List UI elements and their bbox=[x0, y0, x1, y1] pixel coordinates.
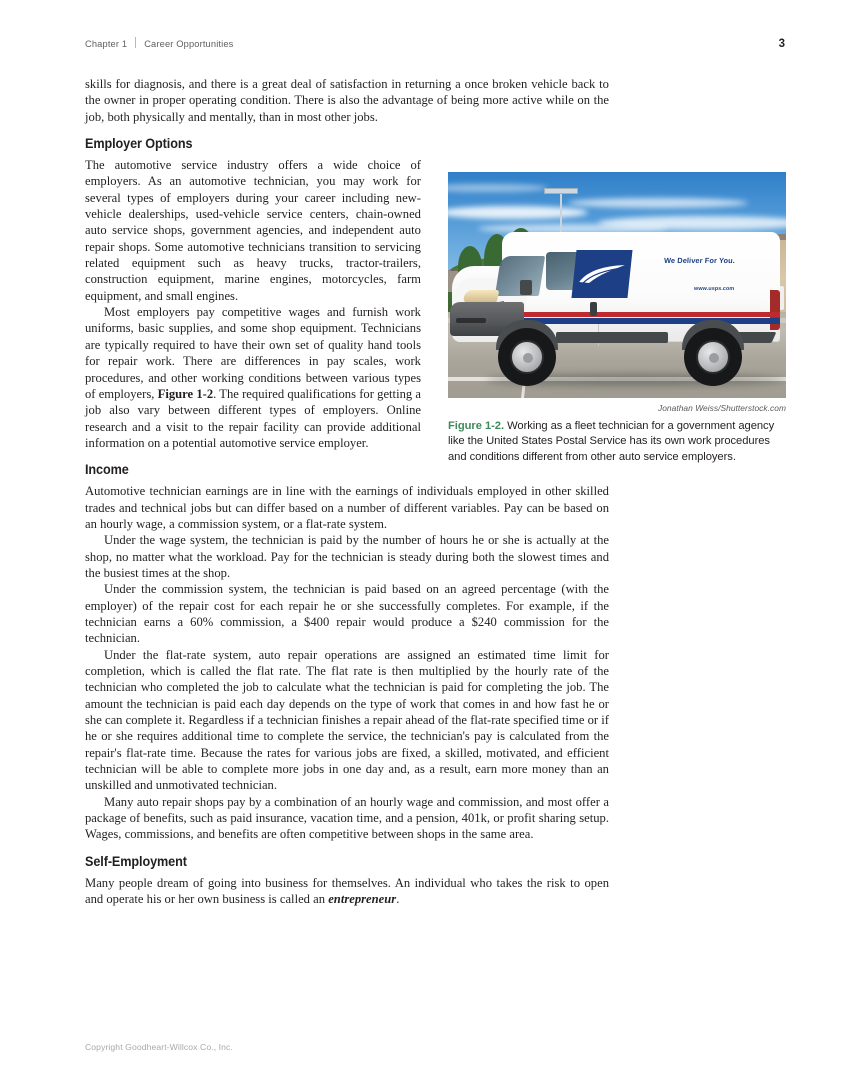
van-url-text: www.usps.com bbox=[693, 286, 735, 292]
paragraph-employer-2-part2: . The required qualifications for getting a job also vary between different types of employers. Online research and a visit to the repair facility can provide additional information on a potential automotive service employer. bbox=[85, 386, 421, 450]
key-term-entrepreneur: entrepreneur bbox=[328, 892, 397, 907]
paragraph-employer-1: The automotive service industry offers a wide choice of employers. As an automotive technician, you may work for several types of employers during your career including new-vehicle dealerships, used-vehicle service centers, chain-owned auto service shops, government agencies, and independent auto repair shops. Some automotive technicians transition to servicing related equipment such as heavy trucks, tractor-trailers, construction equipment, marine engines, motorcycles, farm equipment, and small engines. bbox=[85, 158, 421, 303]
heading-income: Income bbox=[85, 462, 129, 478]
paragraph-income-5: Many auto repair shops pay by a combination of an hourly wage and commission, and most offer a package of benefits, such as paid insurance, vacation time, and a pension, 401k, or profit sharing setup. Wages, commissions, and benefits are often competitive between shops in the same area. bbox=[85, 794, 609, 842]
wheel-hubcap bbox=[696, 340, 730, 374]
figure-caption-text: Working as a fleet technician for a government agency like the United States Postal Service has its own work procedures and conditions different from other auto service employers. bbox=[448, 420, 775, 463]
paragraph-employer-2 bbox=[85, 304, 421, 451]
body-column bbox=[85, 76, 609, 907]
paragraph-self-employment bbox=[85, 875, 609, 908]
paragraph-income-2: Under the wage system, the technician is paid by the number of hours he or she is actually at the shop, no matter what the workload. Pay for the technician is steady during both the slowest times and the busiest times at the shop. bbox=[85, 533, 609, 580]
copyright-footer: Copyright Goodheart-Willcox Co., Inc. bbox=[85, 1042, 233, 1052]
running-head bbox=[85, 36, 785, 52]
paragraph-income-3: Under the commission system, the technician is paid based on an agreed percentage (with the employer) of the repair cost for each repair he or she successfully completes. For example, if the technician earns a 60% commission, a $400 repair would produce a $240 commission for the technician. bbox=[85, 582, 609, 646]
paragraph-self-employment-part1: Many people dream of going into business for themselves. An individual who takes the risk to open and operate his or her own business is called an bbox=[85, 875, 609, 907]
heading-employer-options: Employer Options bbox=[85, 136, 193, 152]
figure-reference: Figure 1-2 bbox=[157, 386, 214, 401]
running-head-chapter: Chapter 1 bbox=[85, 39, 128, 49]
paragraph-income-1: Automotive technician earnings are in line with the earnings of individuals employed in other skilled trades and technical jobs but can differ based on a number of different variables. Pay can be based on an hourly wage, a commission system, or a flat-rate system. bbox=[85, 484, 609, 531]
paragraph-employer-2-part1: Most employers pay competitive wages and furnish work uniforms, basic supplies, and some shop equipment. Technicians are typically required to have their own set of quality hand tools for repair work. There are differences in pay scales, work procedures, and other working conditions between various types of employers, bbox=[85, 305, 421, 401]
paragraph-income-4: Under the flat-rate system, auto repair operations are assigned an estimated time limit for completion, which is called the flat rate. The flat rate is then multiplied by the hourly rate of the technician who completed the job to calculate what the technician is paid for completing the job. The amount the technician is paid each day depends on the type of work that comes in and how fast he or she can complete it. Regardless if a technician finishes a repair ahead of the flat-rate specified time or if he or she requires additional time to complete the service, the technician's pay is calculated from the repair's flat-rate time. Because the rates for various jobs are fixed, a skilled, motivated, and efficient technician will be able to complete more jobs in one day and, as a result, earn more money than an unskilled and unmotivated technician. bbox=[85, 647, 609, 793]
van-rear-edge bbox=[770, 290, 780, 330]
running-head-divider bbox=[135, 37, 136, 48]
page-number: 3 bbox=[778, 38, 785, 50]
figure-caption-label: Figure 1-2. bbox=[448, 420, 505, 432]
van-slogan-text: We Deliver For You. bbox=[663, 256, 736, 265]
van-rear-wheel bbox=[684, 328, 742, 386]
running-head-left bbox=[85, 36, 233, 49]
heading-self-employment: Self-Employment bbox=[85, 853, 187, 869]
running-head-title: Career Opportunities bbox=[144, 39, 234, 49]
paragraph-self-employment-part2: . bbox=[396, 892, 400, 907]
photo-credit: Jonathan Weiss/Shutterstock.com bbox=[657, 403, 786, 413]
paragraph-intro: skills for diagnosis, and there is a great deal of satisfaction in returning a once broken vehicle back to the owner in proper operating condition. There is also the advantage of being more active while on the job, both physically and mentally, than in most other jobs. bbox=[85, 77, 609, 124]
